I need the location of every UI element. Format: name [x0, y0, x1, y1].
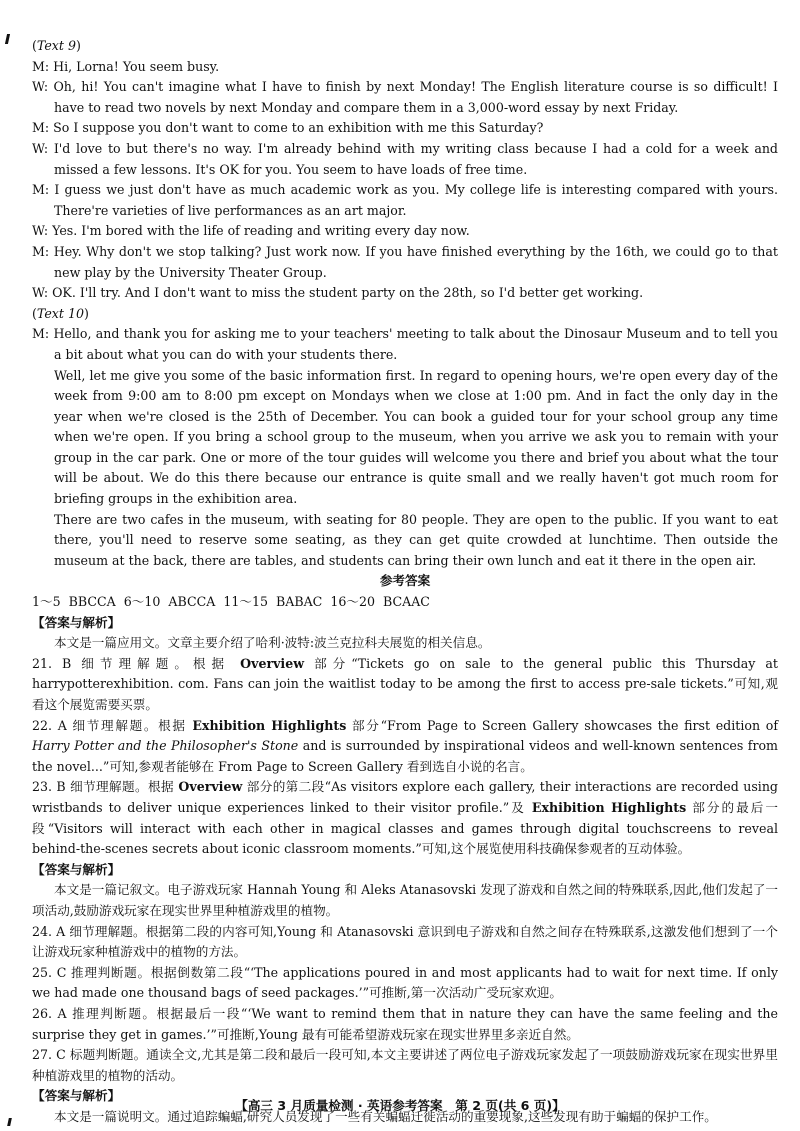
answer-23: 23. B 细节理解题。根据 Overview 部分的第二段“As visitors explore each gallery, their interactions are recorded using wristbands to deliver unique experiences linked to their visitor profile.”及 Exhibition Highlights 部分的最后一段“Visitors will interact with each other in magical classes and games through digital touchscreens to reveal behind-the-scenes secrets about iconic classroom moments.”可知,这个展览使用科技确保参观者的互动体验。 [32, 779, 779, 857]
answer-24: 24. A 细节理解题。根据第二段的内容可知,Young 和 Atanasovski 意识到电子游戏和自然之间存在特殊联系,这激发他们想到了一个让游戏玩家种植游戏中的植物的方法。 [32, 923, 778, 960]
answers-heading: 参考答案 [379, 573, 431, 589]
dialogue-text: Yes. I'm bored with the life of reading and writing every day now. [52, 223, 470, 239]
text9-dialogue [32, 57, 778, 304]
text10-title: (Text 10) [32, 305, 89, 321]
dialogue-text: Hey. Why don't we stop talking? Just work now. If you have finished everything by the 16th, we could go to that new play by the University Theater Group. [53, 243, 778, 280]
scan-mark-bottom [7, 1118, 12, 1126]
dialogue-line: M: I guess we just don't have as much academic work as you. My college life is interesting compared with yours. There're varieties of live performances as an art major. [32, 182, 778, 218]
dialogue-text: Hi, Lorna! You seem busy. [53, 58, 220, 74]
analysis-label-a: 【答案与解析】 [32, 614, 121, 630]
speaker-label: M [32, 182, 45, 198]
dialogue-line: W: I'd love to but there's no way. I'm already behind with my writing class because I had a cold for a week and missed a few lessons. It's OK for you. You seem to have loads of free time. [32, 140, 778, 177]
analysis-label-c: 【答案与解析】 [32, 1088, 121, 1104]
scan-mark-top [5, 34, 10, 44]
passage-a-summary: 本文是一篇应用文。文章主要介绍了哈利·波特:波兰克拉科夫展览的相关信息。 [54, 635, 491, 651]
dialogue-line: W: OK. I'll try. And I don't want to miss the student party on the 28th, so I'd better get working. [32, 285, 644, 301]
dialogue-text: I'd love to but there's no way. I'm already behind with my writing class because I had a cold for a week and missed a few lessons. It's OK for you. You seem to have loads of free time. [53, 140, 778, 177]
speaker-label: W [32, 223, 44, 239]
answer-27: 27. C 标题判断题。通读全文,尤其是第二段和最后一段可知,本文主要讲述了两位电子游戏玩家发起了一项鼓励游戏玩家在现实世界里种植游戏里的植物的活动。 [32, 1047, 778, 1083]
speaker-label: M [32, 243, 45, 259]
answer-21: 21. B 细节理解题。根据 Overview 部分“Tickets go on sale to the general public this Thursday at harrypotterexhibition. com. Fans can join the waitlist today to be among the first to access pre-sale tickets.”可知,观看这个展览需要买票。 [32, 655, 778, 712]
analysis-label-b: 【答案与解析】 [32, 861, 121, 877]
page-footer: 【高三 3 月质量检测 · 英语参考答案 第 2 页(共 6 页)】 [235, 1098, 565, 1113]
dialogue-line: M: Hi, Lorna! You seem busy. [32, 58, 220, 74]
dialogue-text: So I suppose you don't want to come to an exhibition with me this Saturday? [53, 120, 544, 136]
text10-para-2: Well, let me give you some of the basic information first. In regard to opening hours, we're open every day of the week from 9:00 am to 8:00 pm except on Mondays when we close at 1:00 pm. And in fact the only day in the year when we're closed is the 25th of December. You can book a guided tour for your school group any time when we're open. If you bring a school group to the museum, when you arrive we ask you to remain with your group in the car park. One or more of the tour guides will welcome you there and brief you about what the tour will be about. We do this there because our entrance is quite small and we really haven't got much room for briefing groups in the exhibition area. [54, 367, 778, 507]
speaker-label: M [32, 58, 45, 74]
text10-para-3: There are two cafes in the museum, with seating for 80 people. They are open to the public. If you want to eat there, you'll need to reserve some seating, as they can get quite crowded at lunchtime. Then outside the museum at the back, there are tables, and students can bring their own lunch and eat it there in the open air. [54, 511, 778, 568]
answer-25: 25. C 推理判断题。根据倒数第二段“‘The applications poured in and most applicants had to wait for next time. If only we had made one thousand bags of seed packages.’”可推断,第一次活动广受玩家欢迎。 [32, 964, 778, 1001]
answer-26: 26. A 推理判断题。根据最后一段“‘We want to remind them that in nature they can have the same feeling and the surprise they get in games.’”可推断,Young 最有可能希望游戏玩家在现实世界里多亲近自然。 [32, 1005, 778, 1042]
answer-sheet-page [32, 36, 778, 1127]
speaker-label: M [32, 120, 45, 136]
passage-b-summary: 本文是一篇记叙文。电子游戏玩家 Hannah Young 和 Aleks Atanasovski 发现了游戏和自然之间的特殊联系,因此,他们发起了一项活动,鼓励游戏玩家在现实世界里种植游戏里的植物。 [32, 882, 778, 918]
dialogue-line: W: Oh, hi! You can't imagine what I have to finish by next Monday! The English literature course is so difficult! I have to read two novels by next Monday and compare them in a 3,000-word essay by next Friday. [32, 79, 779, 115]
speaker-label: W [32, 140, 44, 156]
passage-c-summary: 本文是一篇说明文。通过追踪蝙蝠,研究人员发现了一些有关蝙蝠迁徙活动的重要现象,这些发现有助于蝙蝠的保护工作。 [54, 1108, 717, 1124]
dialogue-text: OK. I'll try. And I don't want to miss the student party on the 28th, so I'd better get working. [52, 285, 644, 301]
answer-key: 1～5 BBCCA 6～10 ABCCA 11～15 BABAC 16～20 BCAAC [32, 594, 430, 610]
dialogue-line: W: Yes. I'm bored with the life of reading and writing every day now. [32, 223, 470, 239]
dialogue-text: I guess we just don't have as much academic work as you. My college life is interesting compared with yours. There're varieties of live performances as an art major. [54, 182, 778, 218]
answer-22: 22. A 细节理解题。根据 Exhibition Highlights 部分“From Page to Screen Gallery showcases the first edition of Harry Potter and the Philosopher's Stone and is surrounded by inspirational videos and well-known sentences from the novel...”可知,参观者能够在 From Page to Screen Gallery 看到选自小说的名言。 [32, 717, 778, 774]
dialogue-text: Oh, hi! You can't imagine what I have to finish by next Monday! The English literature course is so difficult! I have to read two novels by next Monday and compare them in a 3,000-word essay by next Friday. [53, 79, 779, 115]
speaker-label: W [32, 79, 44, 95]
speaker-label: W [32, 285, 44, 301]
dialogue-line: M: So I suppose you don't want to come to an exhibition with me this Saturday? [32, 120, 544, 136]
text9-title: (Text 9) [32, 38, 81, 53]
dialogue-line: M: Hey. Why don't we stop talking? Just work now. If you have finished everything by the 16th, we could go to that new play by the University Theater Group. [32, 243, 778, 280]
text10-para-1: M: Hello, and thank you for asking me to your teachers' meeting to talk about the Dinosaur Museum and to tell you a bit about what you can do with your students there. [32, 326, 779, 362]
